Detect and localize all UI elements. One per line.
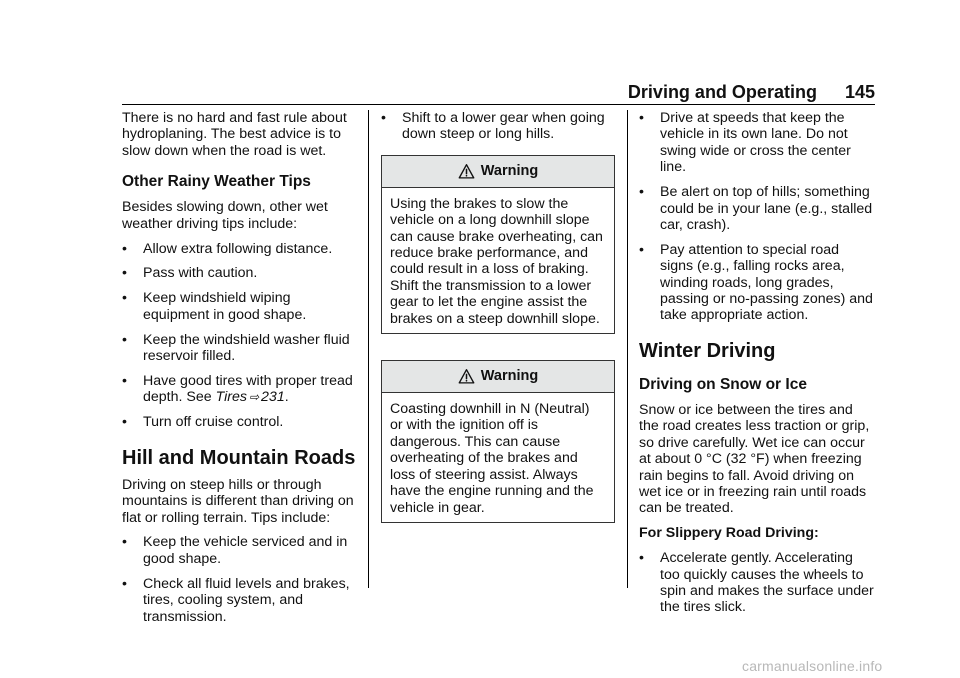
snow-ice-heading: Driving on Snow or Ice: [639, 375, 807, 393]
bullet-dot: •: [381, 110, 386, 126]
warning-header: [382, 156, 614, 188]
list-item: [639, 550, 875, 616]
tires-reference-label: Tires: [215, 389, 247, 406]
bullet-dot: •: [639, 110, 644, 126]
page-number: 145: [844, 82, 875, 102]
list-item-text: Pay attention to special road signs (e.g., falling rocks area, winding roads, long grades, passing or no-passing zones) and take appropriate action.: [660, 241, 873, 324]
bullet-dot: •: [639, 550, 644, 567]
tires-reference-page: 231: [261, 389, 285, 406]
list-item-text: Turn off cruise control.: [143, 414, 284, 431]
list-item: [122, 414, 360, 430]
tires-tip-end: .: [284, 389, 289, 406]
list-item-text: Keep the vehicle serviced and in good shape.: [143, 534, 348, 567]
list-item: [639, 184, 875, 233]
list-item: [639, 110, 875, 176]
bullet-dot: •: [122, 265, 127, 282]
rainy-weather-intro: Besides slowing down, other wet weather driving tips include:: [122, 199, 328, 232]
warning-header: [382, 361, 614, 393]
list-item-text: [143, 373, 360, 406]
list-item: [122, 373, 360, 406]
bullet-dot: •: [122, 290, 127, 307]
slippery-road-label: For Slippery Road Driving:: [639, 525, 819, 542]
list-item: [639, 242, 875, 324]
bullet-dot: •: [122, 575, 127, 592]
bullet-dot: •: [122, 331, 127, 348]
warning-triangle-icon: [458, 368, 475, 385]
warning-title: Warning: [480, 163, 539, 180]
list-item: [122, 332, 360, 365]
warning-triangle-icon: [458, 163, 475, 180]
list-item-text: Shift to a lower gear when going down steep or long hills.: [402, 110, 605, 143]
warning-text: Using the brakes to slow the vehicle on a long downhill slope can cause brake overheating, can reduce brake performance, and could result in a loss of braking. Shift the transmission to a lower gear to let the engine assist the brakes on a steep downhill slope.: [390, 195, 603, 327]
list-item-text: Keep the windshield washer fluid reservoir filled.: [143, 331, 350, 365]
list-item: [122, 290, 360, 323]
warning-text: Coasting downhill in N (Neutral) or with the ignition off is dangerous. This can cause overheating of the brakes and loss of steering assist. Always have the engine running and the vehicle in gear.: [390, 401, 594, 516]
tires-reference-link[interactable]: [216, 389, 285, 405]
column-divider: [368, 110, 369, 588]
hill-mountain-heading: Hill and Mountain Roads: [122, 446, 356, 469]
column-left: [122, 110, 360, 633]
hill-mountain-intro: Driving on steep hills or through mountains is different than driving on flat or rolling terrain. Tips include:: [122, 476, 354, 526]
hydroplaning-advice: There is no hard and fast rule about hydroplaning. The best advice is to slow down when the road is wet.: [122, 110, 347, 159]
column-right: [639, 110, 875, 624]
bullet-dot: •: [639, 184, 644, 201]
list-item-text: Allow extra following distance.: [143, 240, 333, 257]
bullet-dot: •: [122, 372, 127, 389]
section-title: Driving and Operating: [627, 82, 817, 102]
list-item-text: Check all fluid levels and brakes, tires, cooling system, and transmission.: [143, 575, 350, 625]
column-middle: [381, 110, 615, 549]
page-ref-arrow-icon: ⇨: [248, 390, 260, 405]
watermark: carmanualsonline.info: [742, 658, 883, 674]
list-item-text: Accelerate gently. Accelerating too quickly causes the wheels to spin and makes the surface under the tires slick.: [660, 550, 874, 616]
warning-title: Warning: [480, 368, 539, 385]
tires-tip-text: Have good tires with proper tread depth. See: [143, 372, 353, 406]
page-header: [122, 82, 875, 105]
list-item-text: Pass with caution.: [143, 265, 258, 282]
bullet-dot: •: [122, 414, 127, 431]
warning-box-coasting: [381, 360, 615, 523]
list-item-text: Drive at speeds that keep the vehicle in its own lane. Do not swing wide or cross the center line.: [660, 110, 851, 176]
list-item: [381, 110, 615, 143]
list-item: [122, 534, 360, 567]
list-item: [122, 576, 360, 625]
list-item-text: Keep windshield wiping equipment in good shape.: [143, 290, 307, 323]
bullet-dot: •: [122, 534, 127, 551]
warning-box-brakes: [381, 155, 615, 334]
list-item-text: Be alert on top of hills; something could be in your lane (e.g., stalled car, crash).: [660, 184, 873, 233]
snow-ice-text: Snow or ice between the tires and the road creates less traction or grip, so drive carefully. Wet ice can occur at about 0 °C (32 °F) when freezing rain begins to fall. Avoid driving on wet ice or in freezing rain until roads can be treated.: [639, 401, 870, 517]
bullet-dot: •: [639, 241, 644, 258]
column-divider: [627, 110, 628, 588]
list-item: [122, 265, 360, 281]
bullet-dot: •: [122, 240, 127, 257]
rainy-weather-heading: Other Rainy Weather Tips: [122, 173, 311, 191]
winter-driving-heading: Winter Driving: [639, 339, 776, 362]
list-item: [122, 241, 360, 257]
